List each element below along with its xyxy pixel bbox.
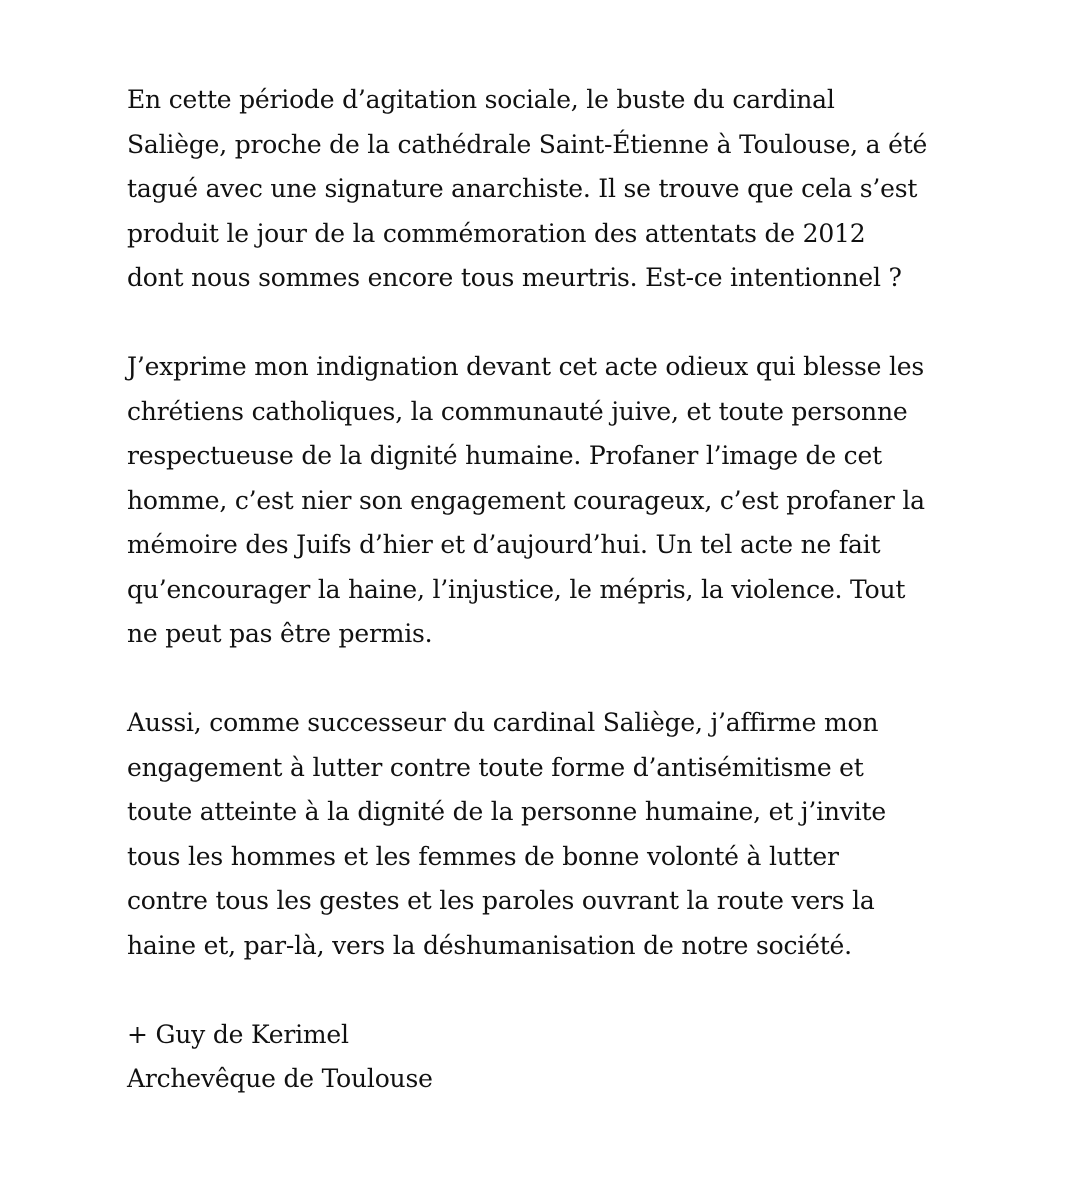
paragraph-line: respectueuse de la dignité humaine. Profaner l’image de cet xyxy=(127,441,882,470)
paragraph-line: Aussi, comme successeur du cardinal Saliège, j’affirme mon xyxy=(127,708,879,737)
paragraph-line: produit le jour de la commémoration des attentats de 2012 xyxy=(127,218,866,248)
paragraph-line: engagement à lutter contre toute forme d’antisémitisme et xyxy=(127,752,864,782)
paragraph-line: J’exprime mon indignation devant cet acte odieux qui blesse les xyxy=(127,352,924,381)
paragraph-line: contre tous les gestes et les paroles ouvrant la route vers la xyxy=(127,886,875,915)
signature-title: Archevêque de Toulouse xyxy=(127,1064,433,1093)
paragraph-1 xyxy=(127,78,977,301)
letter-body xyxy=(127,78,977,1102)
signature-block xyxy=(127,1013,977,1102)
paragraph-line: qu’encourager la haine, l’injustice, le mépris, la violence. Tout xyxy=(127,574,906,604)
paragraph-line: Saliège, proche de la cathédrale Saint-Étienne à Toulouse, a été xyxy=(127,129,928,159)
paragraph-line: homme, c’est nier son engagement courageux, c’est profaner la xyxy=(127,485,925,515)
signature-name: + Guy de Kerimel xyxy=(127,1019,349,1049)
paragraph-line: chrétiens catholiques, la communauté juive, et toute personne xyxy=(127,396,908,426)
paragraph-3 xyxy=(127,701,977,968)
paragraph-line: toute atteinte à la dignité de la personne humaine, et j’invite xyxy=(127,797,886,826)
paragraph-line: tous les hommes et les femmes de bonne volonté à lutter xyxy=(127,841,839,871)
paragraph-line: ne peut pas être permis. xyxy=(127,619,433,648)
paragraph-line: tagué avec une signature anarchiste. Il se trouve que cela s’est xyxy=(127,174,918,203)
paragraph-line: mémoire des Juifs d’hier et d’aujourd’hui. Un tel acte ne fait xyxy=(127,530,881,559)
paragraph-line: haine et, par-là, vers la déshumanisation de notre société. xyxy=(127,930,852,960)
paragraph-line: dont nous sommes encore tous meurtris. Est-ce intentionnel ? xyxy=(127,263,902,292)
paragraph-line: En cette période d’agitation sociale, le buste du cardinal xyxy=(127,85,835,114)
paragraph-2 xyxy=(127,345,977,657)
